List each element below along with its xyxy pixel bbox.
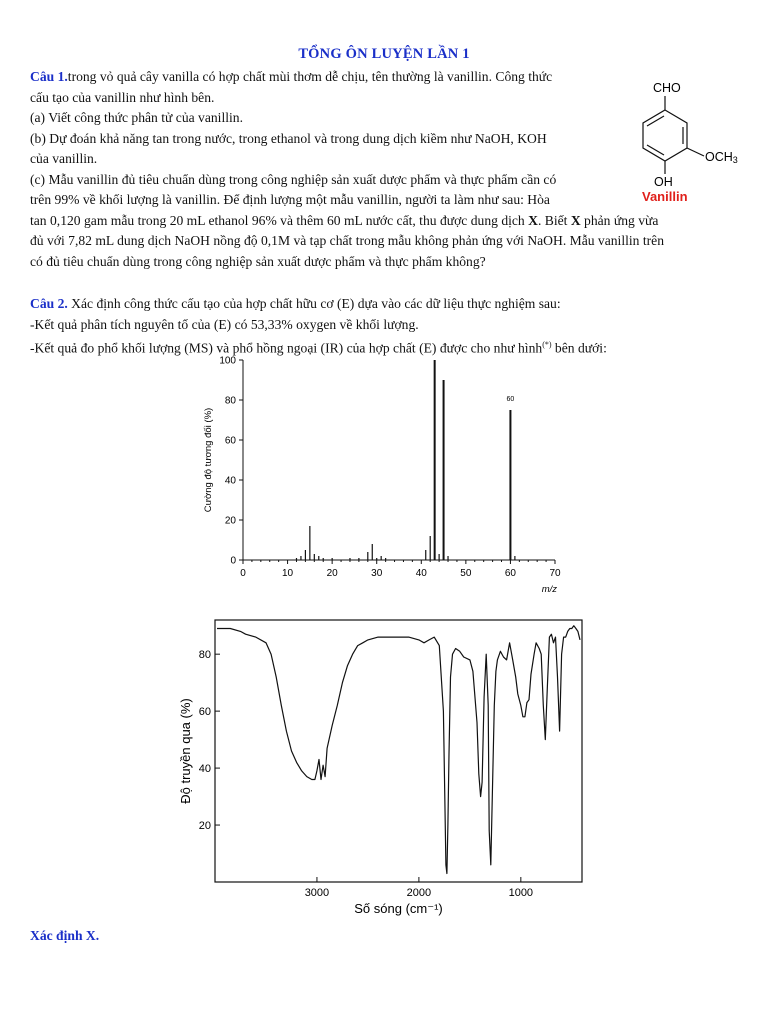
q1-part-c-4: đủ với 7,82 mL dung dịch NaOH nồng độ 0,1M và tạp chất trong mẫu không phản ứng với NaOH. Mẫu vanillin trên (30, 233, 664, 248)
q1-part-b-cont: của vanillin. (30, 151, 98, 166)
och3-label: OCH3 (705, 150, 738, 165)
ms-x-tick-label: 70 (549, 568, 561, 579)
ir-x-tick-label: 1000 (508, 887, 534, 899)
q1-part-c-3 (30, 211, 658, 231)
solution-x-2: X (570, 213, 581, 228)
ir-y-tick-label: 80 (198, 649, 211, 662)
q1-label: Câu 1. (30, 69, 68, 84)
q1-part-a: (a) Viết công thức phân tử của vanillin. (30, 110, 243, 125)
cho-label: CHO (653, 81, 681, 95)
q1-part-c-2: trên 99% về khối lượng là vanillin. Để định lượng một mẫu vanillin, người ta làm như sau: Hòa (30, 192, 550, 207)
ms-y-tick-label: 40 (224, 475, 236, 487)
q2-line-2: -Kết quả phân tích nguyên tố của (E) có 53,33% oxygen về khối lượng. (30, 317, 419, 332)
ms-y-tick-label: 80 (224, 395, 236, 407)
ir-x-label: Số sóng (cm⁻¹) (354, 901, 443, 916)
solution-x: X (528, 213, 538, 228)
ir-spectrum-chart (170, 612, 590, 922)
q1-line8-a: tan 0,120 gam mẫu trong 20 mL ethanol 96% và thêm 60 mL nước cất, thu được dung dịch (30, 213, 529, 228)
ms-x-tick-label: 40 (415, 568, 427, 579)
ir-y-tick-label: 40 (198, 763, 211, 776)
ms-y-tick-label: 0 (230, 555, 236, 567)
q2-line3-a: -Kết quả đo phổ khối lượng (MS) và phổ hồng ngoại (IR) của hợp chất (E) được cho như hình (30, 340, 543, 356)
ms-y-tick-label: 60 (224, 435, 236, 447)
ir-y-tick-label: 60 (198, 706, 211, 719)
ir-x-tick-label: 3000 (304, 887, 330, 899)
vanillin-structure (620, 74, 760, 209)
page-title: TỔNG ÔN LUYỆN LẦN 1 (298, 46, 470, 62)
q1-lead-letter: t (67, 69, 72, 84)
q1-line1-text: rong vỏ quả cây vanilla có hợp chất mùi thơm dễ chịu, tên thường là vanillin. Công thức (71, 69, 553, 84)
ms-x-tick-label: 0 (240, 568, 246, 579)
ir-plot-frame (215, 620, 582, 882)
q1-line-2: cấu tạo của vanillin như hình bên. (30, 90, 215, 105)
q1-line8-b: . Biết (537, 213, 571, 228)
q1-part-c: (c) Mẫu vanillin đủ tiêu chuẩn dùng trong công nghiệp sản xuất dược phẩm và thực phẩm cần có (30, 172, 557, 187)
q2-line3-b: bên dưới: (551, 340, 607, 356)
mass-spectrum-chart (195, 352, 580, 602)
footer-text: Xác định X. (30, 928, 100, 943)
ms-x-label: m/z (541, 584, 557, 595)
vanillin-name: Vanillin (642, 189, 688, 204)
q1-line-1 (30, 67, 552, 87)
ir-y-tick-label: 20 (198, 820, 211, 833)
q2-line-1 (30, 294, 561, 314)
ms-x-tick-label: 60 (504, 568, 516, 579)
ms-x-tick-label: 10 (282, 568, 294, 579)
q1-line8-c: phản ứng vừa (580, 213, 659, 228)
q2-line1-text: Xác định công thức cấu tạo của hợp chất hữu cơ (E) dựa vào các dữ liệu thực nghiệm sau: (67, 296, 561, 311)
footnote-mark: (*) (542, 340, 552, 349)
ir-y-label: Độ truyền qua (%) (178, 698, 193, 804)
ms-y-label: Cường độ tương đối (%) (203, 407, 214, 513)
ir-transmittance-line (217, 626, 580, 874)
q2-label: Câu 2. (30, 296, 68, 311)
oh-label: OH (654, 175, 673, 189)
benzene-ring (643, 110, 687, 161)
ms-x-tick-label: 50 (460, 568, 472, 579)
ms-x-tick-label: 30 (371, 568, 383, 579)
footer-question (30, 926, 99, 946)
q1-part-b: (b) Dự đoán khả năng tan trong nước, trong ethanol và trong dung dịch kiềm như NaOH, KOH (30, 131, 547, 146)
ms-peak-label: 60 (506, 396, 515, 403)
q1-part-c-5: có đủ tiêu chuẩn dùng trong công nghiệp sản xuất dược phẩm và thực phẩm không? (30, 254, 486, 269)
ms-x-tick-label: 20 (326, 568, 338, 579)
ms-y-tick-label: 20 (224, 515, 236, 527)
ms-y-tick-label: 100 (219, 355, 236, 367)
ir-x-tick-label: 2000 (406, 887, 432, 899)
